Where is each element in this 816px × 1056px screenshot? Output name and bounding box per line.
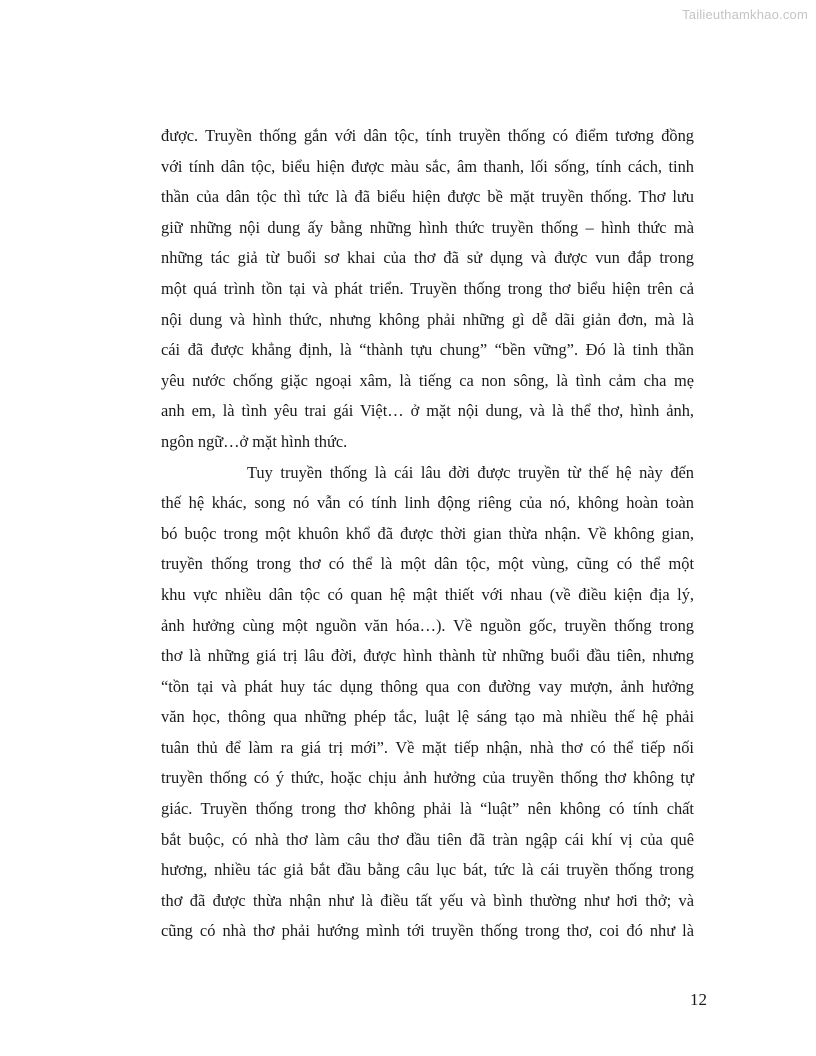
text-line: được. Truyền thống gắn với dân tộc, tính truyền thống có điểm tương đồng — [161, 126, 694, 145]
text-line: Tuy truyền thống là cái lâu đời được truyền từ thế hệ này đến — [247, 462, 694, 482]
text-line: với tính dân tộc, biểu hiện được màu sắc, âm thanh, lối sống, tính cách, tinh — [161, 156, 694, 176]
text-line: thần của dân tộc thì tức là đã biểu hiện được bề mặt truyền thống. Thơ lưu — [161, 187, 694, 207]
text-line: cái đã được khẳng định, là “thành tựu chung” “bền vững”. Đó là tinh thần — [161, 340, 694, 360]
paragraph-2 — [161, 458, 694, 948]
text-line: những tác giả từ buổi sơ khai của thơ đã sử dụng và được vun đắp trong — [161, 248, 694, 268]
text-line: giữ những nội dung ấy bằng những hình thức truyền thống – hình thức mà — [161, 217, 694, 237]
text-line: hương, nhiều tác giả bắt đầu bằng câu lục bát, tức là cái truyền thống trong — [161, 860, 694, 880]
text-line: khu vực nhiều dân tộc có quan hệ mật thiết với nhau (về điều kiện địa lý, — [161, 584, 694, 604]
text-line: “tồn tại và phát huy tác dụng thông qua con đường vay mượn, ảnh hưởng — [161, 676, 694, 696]
text-line: cũng có nhà thơ phải hướng mình tới truyền thống trong thơ, coi đó như là — [161, 921, 694, 941]
text-line: thơ đã được thừa nhận như là điều tất yếu và bình thường như hơi thở; và — [161, 890, 694, 910]
text-line: tuân thủ để làm ra giá trị mới”. Về mặt tiếp nhận, nhà thơ có thể tiếp nối — [161, 737, 694, 757]
text-line: ngôn ngữ…ở mặt hình thức. — [161, 431, 348, 451]
text-line: một quá trình tồn tại và phát triển. Truyền thống trong thơ biểu hiện trên cả — [161, 278, 694, 298]
watermark: Tailieuthamkhao.com — [682, 7, 808, 22]
body-text — [161, 121, 694, 947]
text-line: ảnh hưởng cùng một nguồn văn hóa…). Về nguồn gốc, truyền thống trong — [161, 615, 694, 635]
text-line: bó buộc trong một khuôn khổ đã được thời gian thừa nhận. Về không gian, — [161, 523, 694, 543]
paragraph-1 — [161, 121, 694, 458]
text-line: yêu nước chống giặc ngoại xâm, là tiếng ca non sông, là tình cảm cha mẹ — [161, 370, 694, 390]
text-line: thơ là những giá trị lâu đời, được hình thành từ những buổi đầu tiên, nhưng — [161, 646, 694, 666]
text-line: nội dung và hình thức, nhưng không phải những gì dễ dãi giản đơn, mà là — [161, 309, 694, 329]
text-line: truyền thống có ý thức, hoặc chịu ảnh hưởng của truyền thống thơ không tự — [161, 768, 694, 788]
text-line: thế hệ khác, song nó vẫn có tính linh động riêng của nó, không hoàn toàn — [161, 493, 694, 513]
text-line: văn học, thông qua những phép tắc, luật lệ sáng tạo mà nhiều thế hệ phải — [161, 707, 694, 727]
text-line: bắt buộc, có nhà thơ làm câu thơ đầu tiên đã tràn ngập cái khí vị của quê — [161, 829, 694, 849]
page-number: 12 — [690, 990, 707, 1009]
text-line: anh em, là tình yêu trai gái Việt… ở mặt nội dung, và là thể thơ, hình ảnh, — [161, 401, 694, 421]
text-line: truyền thống trong thơ có thể là một dân tộc, một vùng, cũng có thể một — [161, 554, 694, 574]
text-line: giác. Truyền thống trong thơ không phải là “luật” nên không có tính chất — [161, 799, 694, 819]
